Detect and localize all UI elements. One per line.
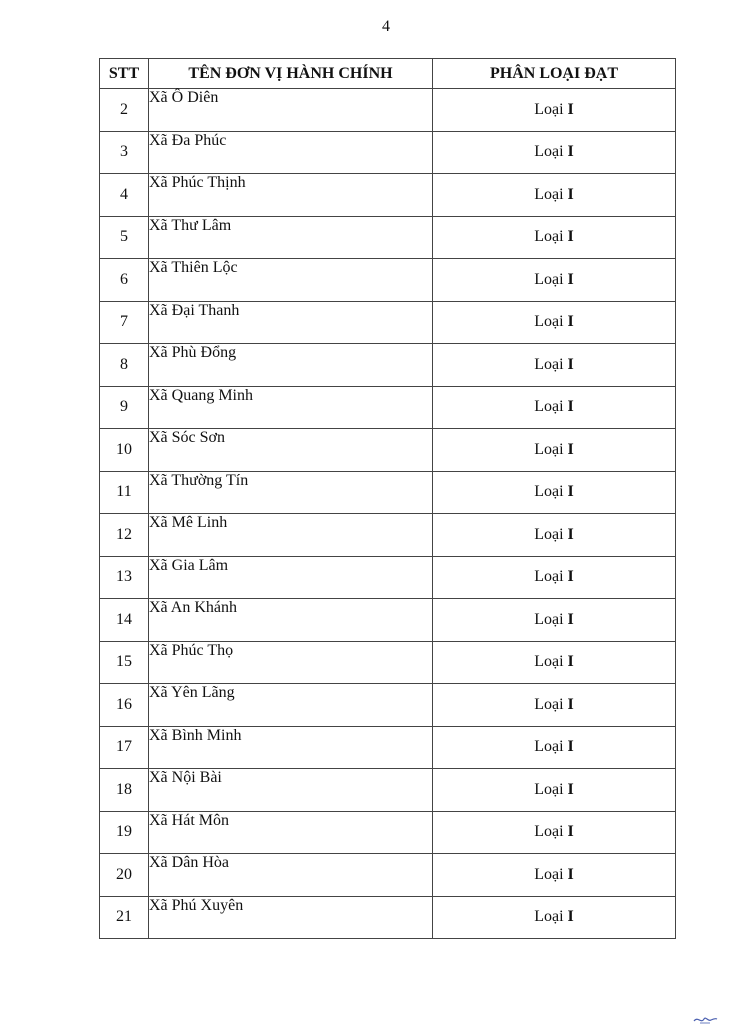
header-stt: STT: [100, 59, 149, 89]
row-unit-name: Xã Đa Phúc: [149, 131, 433, 174]
table-row: [100, 769, 676, 812]
classification-prefix: Loại: [534, 185, 564, 203]
header-unit-name: TÊN ĐƠN VỊ HÀNH CHÍNH: [149, 59, 433, 89]
table-row: [100, 89, 676, 132]
classification-grade: I: [567, 228, 574, 246]
row-unit-name: Xã Gia Lâm: [149, 556, 433, 599]
row-classification: [433, 429, 676, 472]
row-stt: 3: [100, 131, 149, 174]
row-unit-name: Xã Thường Tín: [149, 471, 433, 514]
row-classification: [433, 641, 676, 684]
table-row: [100, 301, 676, 344]
row-stt: 12: [100, 514, 149, 557]
table-row: [100, 599, 676, 642]
row-unit-name: Xã Mê Linh: [149, 514, 433, 557]
classification-grade: I: [567, 610, 574, 628]
table-row: [100, 344, 676, 387]
row-stt: 11: [100, 471, 149, 514]
row-classification: [433, 301, 676, 344]
row-unit-name: Xã Yên Lãng: [149, 684, 433, 727]
page-number: 4: [382, 18, 390, 35]
table-row: [100, 896, 676, 939]
table-row: [100, 429, 676, 472]
row-stt: 21: [100, 896, 149, 939]
classification-prefix: Loại: [534, 440, 564, 458]
row-stt: 10: [100, 429, 149, 472]
row-classification: [433, 599, 676, 642]
row-stt: 5: [100, 216, 149, 259]
row-classification: [433, 174, 676, 217]
classification-grade: I: [567, 185, 574, 203]
header-classification: PHÂN LOẠI ĐẠT: [433, 59, 676, 89]
row-stt: 6: [100, 259, 149, 302]
classification-grade: I: [567, 100, 574, 118]
table-row: [100, 471, 676, 514]
classification-prefix: Loại: [534, 568, 564, 586]
row-unit-name: Xã Dân Hòa: [149, 854, 433, 897]
classification-grade: I: [567, 313, 574, 331]
row-stt: 8: [100, 344, 149, 387]
row-classification: [433, 684, 676, 727]
row-unit-name: Xã Đại Thanh: [149, 301, 433, 344]
row-classification: [433, 259, 676, 302]
handwritten-signature-icon: [692, 1012, 718, 1026]
row-stt: 16: [100, 684, 149, 727]
row-classification: [433, 769, 676, 812]
classification-grade: I: [567, 270, 574, 288]
classification-grade: I: [567, 143, 574, 161]
row-stt: 13: [100, 556, 149, 599]
row-unit-name: Xã Phù Đổng: [149, 344, 433, 387]
row-classification: [433, 386, 676, 429]
table-row: [100, 726, 676, 769]
row-stt: 9: [100, 386, 149, 429]
row-stt: 7: [100, 301, 149, 344]
row-stt: 17: [100, 726, 149, 769]
table-body: [100, 89, 676, 939]
classification-grade: I: [567, 823, 574, 841]
table-row: [100, 854, 676, 897]
table-row: [100, 131, 676, 174]
row-unit-name: Xã Hát Môn: [149, 811, 433, 854]
classification-prefix: Loại: [534, 610, 564, 628]
classification-grade: I: [567, 908, 574, 926]
row-unit-name: Xã Nội Bài: [149, 769, 433, 812]
row-unit-name: Xã Ô Diên: [149, 89, 433, 132]
classification-prefix: Loại: [534, 908, 564, 926]
row-unit-name: Xã Sóc Sơn: [149, 429, 433, 472]
classification-prefix: Loại: [534, 355, 564, 373]
row-unit-name: Xã Phúc Thịnh: [149, 174, 433, 217]
row-classification: [433, 726, 676, 769]
row-unit-name: Xã Phú Xuyên: [149, 896, 433, 939]
classification-prefix: Loại: [534, 270, 564, 288]
classification-prefix: Loại: [534, 398, 564, 416]
table-row: [100, 641, 676, 684]
classification-prefix: Loại: [534, 823, 564, 841]
row-classification: [433, 811, 676, 854]
classification-prefix: Loại: [534, 653, 564, 671]
row-classification: [433, 216, 676, 259]
classification-prefix: Loại: [534, 228, 564, 246]
row-stt: 15: [100, 641, 149, 684]
classification-grade: I: [567, 525, 574, 543]
classification-grade: I: [567, 738, 574, 756]
row-classification: [433, 556, 676, 599]
classification-prefix: Loại: [534, 780, 564, 798]
row-unit-name: Xã Bình Minh: [149, 726, 433, 769]
classification-prefix: Loại: [534, 100, 564, 118]
table-row: [100, 556, 676, 599]
administrative-units-table: [99, 58, 676, 939]
table-row: [100, 174, 676, 217]
row-unit-name: Xã Thư Lâm: [149, 216, 433, 259]
classification-grade: I: [567, 568, 574, 586]
classification-grade: I: [567, 398, 574, 416]
row-classification: [433, 89, 676, 132]
row-classification: [433, 514, 676, 557]
table-row: [100, 259, 676, 302]
classification-grade: I: [567, 780, 574, 798]
classification-prefix: Loại: [534, 695, 564, 713]
table-row: [100, 216, 676, 259]
row-unit-name: Xã Phúc Thọ: [149, 641, 433, 684]
classification-prefix: Loại: [534, 738, 564, 756]
row-stt: 18: [100, 769, 149, 812]
row-unit-name: Xã Thiên Lộc: [149, 259, 433, 302]
classification-grade: I: [567, 355, 574, 373]
row-classification: [433, 854, 676, 897]
classification-grade: I: [567, 865, 574, 883]
table-row: [100, 386, 676, 429]
row-classification: [433, 896, 676, 939]
table-row: [100, 811, 676, 854]
row-classification: [433, 471, 676, 514]
row-stt: 4: [100, 174, 149, 217]
classification-prefix: Loại: [534, 865, 564, 883]
classification-grade: I: [567, 440, 574, 458]
classification-grade: I: [567, 653, 574, 671]
table-row: [100, 514, 676, 557]
classification-grade: I: [567, 695, 574, 713]
row-unit-name: Xã An Khánh: [149, 599, 433, 642]
row-stt: 20: [100, 854, 149, 897]
classification-grade: I: [567, 483, 574, 501]
classification-prefix: Loại: [534, 313, 564, 331]
classification-prefix: Loại: [534, 143, 564, 161]
classification-prefix: Loại: [534, 483, 564, 501]
row-classification: [433, 131, 676, 174]
row-stt: 14: [100, 599, 149, 642]
row-stt: 19: [100, 811, 149, 854]
table-row: [100, 684, 676, 727]
table-header-row: [100, 59, 676, 89]
classification-prefix: Loại: [534, 525, 564, 543]
row-unit-name: Xã Quang Minh: [149, 386, 433, 429]
row-classification: [433, 344, 676, 387]
row-stt: 2: [100, 89, 149, 132]
